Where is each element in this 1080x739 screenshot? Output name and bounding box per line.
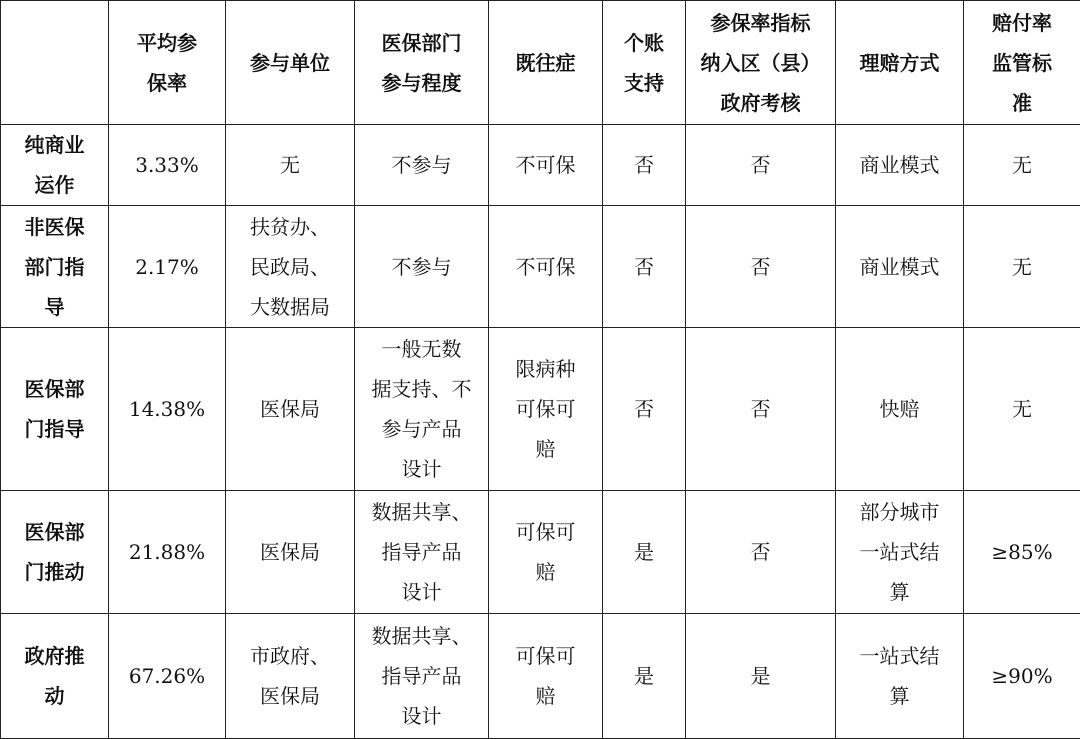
table-cell-enrollment-rate: 3.33% (109, 125, 226, 206)
table-cell-payout-standard: 无 (964, 328, 1080, 491)
table-cell-participating-units: 医保局 (226, 328, 355, 491)
header-payout-ratio-standard: 赔付率 监管标 准 (964, 1, 1080, 125)
header-medical-insurance-involvement: 医保部门 参与程度 (355, 1, 489, 125)
table-row (1, 125, 1080, 206)
table-cell-enrollment-rate: 14.38% (109, 328, 226, 491)
table-cell-enrollment-rate: 2.17% (109, 206, 226, 328)
table-cell-preexisting: 可保可 赔 (489, 491, 603, 614)
table-row (1, 206, 1080, 328)
table-cell-claims: 商业模式 (836, 206, 964, 328)
table-cell-involvement: 不参与 (355, 206, 489, 328)
header-claims-method: 理赔方式 (836, 1, 964, 125)
table-cell-claims: 部分城市 一站式结 算 (836, 491, 964, 614)
header-personal-account-support: 个账 支持 (603, 1, 686, 125)
table-cell-account-support: 否 (603, 328, 686, 491)
header-corner-cell (1, 1, 109, 125)
table-cell-preexisting: 不可保 (489, 125, 603, 206)
table-cell-participating-units: 扶贫办、 民政局、 大数据局 (226, 206, 355, 328)
table-cell-payout-standard: 无 (964, 206, 1080, 328)
table-cell-involvement: 数据共享、 指导产品 设计 (355, 491, 489, 614)
table-header-row (1, 1, 1080, 125)
table-cell-claims: 商业模式 (836, 125, 964, 206)
table-cell-participating-units: 市政府、 医保局 (226, 614, 355, 739)
table-cell-account-support: 是 (603, 614, 686, 739)
header-government-assessment: 参保率指标 纳入区（县） 政府考核 (686, 1, 836, 125)
table-cell-assessment: 否 (686, 328, 836, 491)
table-cell-participating-units: 无 (226, 125, 355, 206)
table-cell-assessment: 否 (686, 125, 836, 206)
table-cell-involvement: 不参与 (355, 125, 489, 206)
table-cell-involvement: 数据共享、 指导产品 设计 (355, 614, 489, 739)
table-cell-preexisting: 可保可 赔 (489, 614, 603, 739)
header-preexisting-conditions: 既往症 (489, 1, 603, 125)
table-cell-assessment: 否 (686, 206, 836, 328)
table-row (1, 614, 1080, 739)
row-label: 非医保 部门指 导 (1, 206, 109, 328)
table-cell-assessment: 否 (686, 491, 836, 614)
table-row (1, 491, 1080, 614)
row-label: 医保部 门推动 (1, 491, 109, 614)
row-label: 纯商业 运作 (1, 125, 109, 206)
table-cell-participating-units: 医保局 (226, 491, 355, 614)
table-cell-claims: 快赔 (836, 328, 964, 491)
table-cell-involvement: 一般无数 据支持、不 参与产品 设计 (355, 328, 489, 491)
header-participating-units: 参与单位 (226, 1, 355, 125)
header-average-enrollment-rate: 平均参 保率 (109, 1, 226, 125)
table-cell-account-support: 否 (603, 125, 686, 206)
table-cell-claims: 一站式结 算 (836, 614, 964, 739)
table-row (1, 328, 1080, 491)
table-cell-account-support: 否 (603, 206, 686, 328)
table-cell-account-support: 是 (603, 491, 686, 614)
table-cell-payout-standard: ≥90% (964, 614, 1080, 739)
table-cell-enrollment-rate: 67.26% (109, 614, 226, 739)
table-cell-enrollment-rate: 21.88% (109, 491, 226, 614)
table-cell-payout-standard: 无 (964, 125, 1080, 206)
table-cell-payout-standard: ≥85% (964, 491, 1080, 614)
row-label: 政府推 动 (1, 614, 109, 739)
table-cell-preexisting: 限病种 可保可 赔 (489, 328, 603, 491)
table-cell-assessment: 是 (686, 614, 836, 739)
row-label: 医保部 门指导 (1, 328, 109, 491)
table-cell-preexisting: 不可保 (489, 206, 603, 328)
